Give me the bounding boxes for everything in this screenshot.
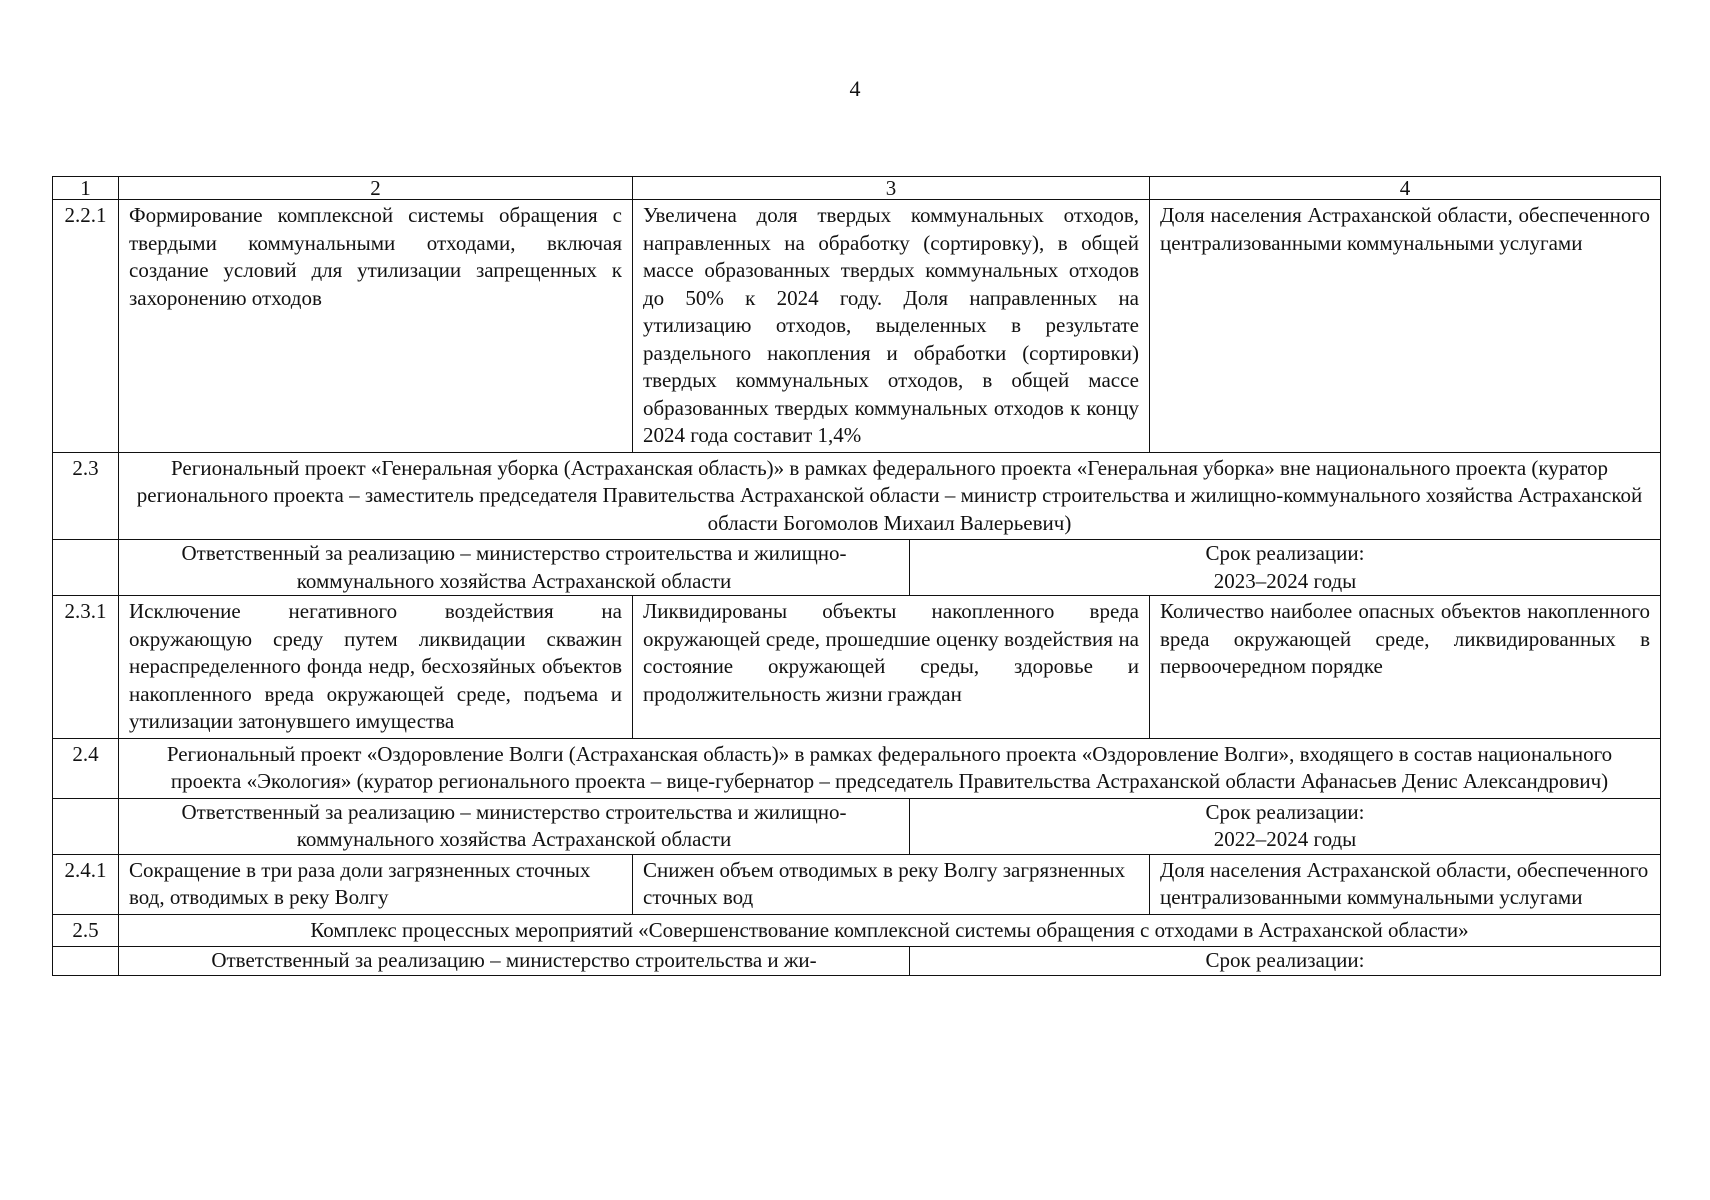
project-title: Комплекс процессных мероприятий «Совершенствование комплексной системы обращения с отходами в Астраханской области» [119,914,1661,947]
project-title-row [53,452,1661,540]
table-row [53,854,1661,914]
project-title-row [53,914,1661,947]
term-label: Срок реализации: [1205,948,1365,972]
row-number: 2.3 [53,452,119,540]
indicator-cell: Доля населения Астраханской области, обеспеченного централизованными коммунальными услугами [1150,200,1661,453]
responsible-row [53,798,1661,854]
result-cell: Снижен объем отводимых в реку Волгу загрязненных сточных вод [633,854,1150,914]
empty-number-cell [53,798,119,854]
term-label: Срок реализации: [1205,541,1365,565]
term-value: 2022–2024 годы [1213,827,1357,851]
row-number: 2.4.1 [53,854,119,914]
task-cell: Исключение негативного воздействия на окружающую среду путем ликвидации скважин нераспределенного фонда недр, бесхозяйных объектов накопленного вреда окружающей среде, подъема и утилизации затонувшего имущества [119,596,633,739]
term-cell [910,540,1660,595]
row-number: 2.3.1 [53,596,119,739]
table-row [53,596,1661,739]
header-col-1: 1 [53,177,119,200]
row-number: 2.4 [53,738,119,798]
program-table-sheet [52,176,1660,976]
task-cell: Сокращение в три раза доли загрязненных сточных вод, отводимых в реку Волгу [119,854,633,914]
row-number: 2.5 [53,914,119,947]
empty-number-cell [53,540,119,596]
responsible-row [53,947,1661,976]
header-col-4: 4 [1150,177,1661,200]
page-number: 4 [849,76,861,101]
program-table [52,176,1661,976]
project-title: Региональный проект «Генеральная уборка (Астраханская область)» в рамках федерального проекта «Генеральная уборка» вне национального проекта (куратор регионального проекта – заместитель председателя Правительства Астраханской области – министр строительства и жилищно-коммунального хозяйства Астраханской области Богомолов Михаил Валерьевич) [119,452,1661,540]
indicator-cell: Количество наиболее опасных объектов накопленного вреда окружающей среде, ликвидированных в первоочередном порядке [1150,596,1661,739]
term-label: Срок реализации: [1205,799,1365,824]
responsible-text: Ответственный за реализацию – министерство строительства и жи- [119,947,910,975]
result-cell: Увеличена доля твердых коммунальных отходов, направленных на обработку (сортировку), в общей массе образованных твердых коммунальных отходов до 50% к 2024 году. Доля направленных на утилизацию отходов, выделенных в результате раздельного накопления и обработки (сортировки) твердых коммунальных отходов, в общей массе образованных твердых коммунальных отходов к концу 2024 года составит 1,4% [633,200,1150,453]
indicator-cell: Доля населения Астраханской области, обеспеченного централизованными коммунальными услугами [1150,854,1661,914]
term-cell [910,799,1660,854]
term-cell [910,947,1660,975]
row-number: 2.2.1 [53,200,119,453]
empty-number-cell [53,947,119,976]
header-row [53,177,1661,200]
project-title: Региональный проект «Оздоровление Волги (Астраханская область)» в рамках федерального проекта «Оздоровление Волги», входящего в состав национального проекта «Экология» (куратор регионального проекта – вице-губернатор – председатель Правительства Астраханской области Афанасьев Денис Александрович) [119,738,1661,798]
responsible-text: Ответственный за реализацию – министерство строительства и жилищно-коммунального хозяйства Астраханской области [119,540,910,595]
result-cell: Ликвидированы объекты накопленного вреда окружающей среде, прошедшие оценку воздействия на состояние окружающей среды, здоровье и продолжительность жизни граждан [633,596,1150,739]
term-value: 2023–2024 годы [1213,568,1357,593]
project-title-row [53,738,1661,798]
responsible-row [53,540,1661,596]
responsible-text: Ответственный за реализацию – министерство строительства и жилищно-коммунального хозяйства Астраханской области [119,799,910,854]
table-row [53,200,1661,453]
header-col-3: 3 [633,177,1150,200]
header-col-2: 2 [119,177,633,200]
task-cell: Формирование комплексной системы обращения с твердыми коммунальными отходами, включая создание условий для утилизации запрещенных к захоронению отходов [119,200,633,453]
